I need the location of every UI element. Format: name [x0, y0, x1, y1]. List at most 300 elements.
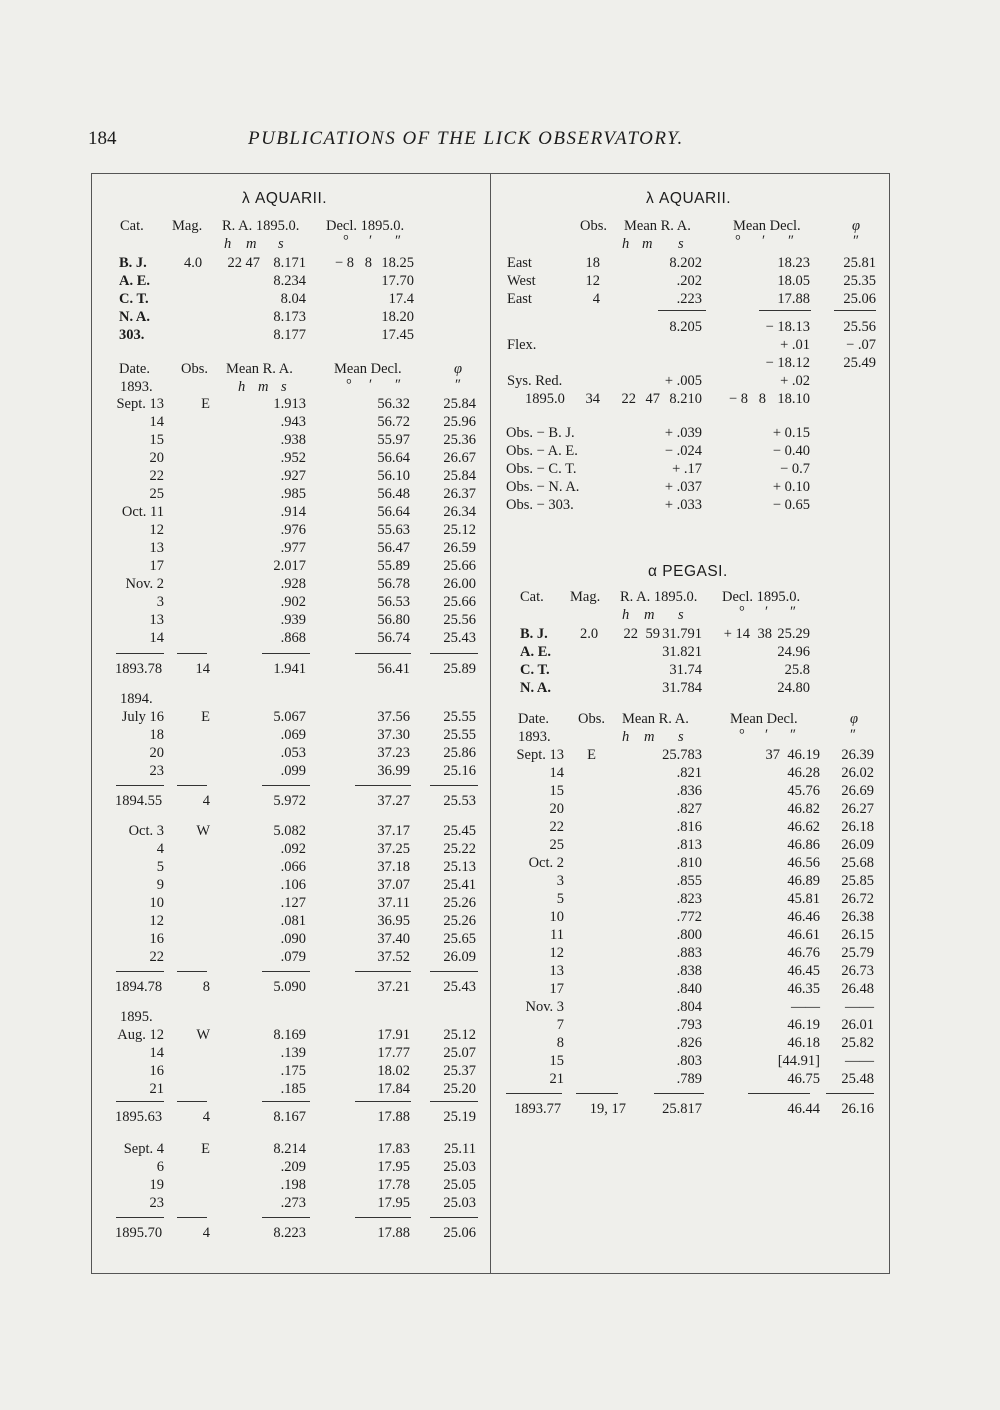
- phi-value: 25.66: [443, 594, 476, 610]
- phi-value: 25.79: [841, 945, 874, 961]
- phi-value: 26.67: [443, 450, 476, 466]
- decl-seconds: 24.80: [777, 680, 810, 696]
- phi-value: 26.09: [841, 837, 874, 853]
- mean-decl: 46.45: [787, 963, 820, 979]
- sum-rule: [658, 310, 706, 311]
- catalogue-name: B. J.: [520, 626, 548, 642]
- sum-rule: [262, 785, 310, 786]
- sum-rule: [262, 1217, 310, 1218]
- obs-date: 14: [549, 765, 564, 781]
- year-label: 1893.: [120, 379, 153, 395]
- obs-date: 19: [149, 1177, 164, 1193]
- unit-arcmin: ′: [765, 727, 769, 743]
- mean-ra: .938: [280, 432, 306, 448]
- mean-ra: .927: [280, 468, 306, 484]
- obs-date: 12: [149, 913, 164, 929]
- unit-h: h: [622, 236, 630, 252]
- obs-date: 7: [556, 1017, 564, 1033]
- decl-minutes: 38: [757, 626, 772, 642]
- mean-ra: .914: [280, 504, 306, 520]
- obs-date: 22: [149, 468, 164, 484]
- obs-date: 10: [149, 895, 164, 911]
- obs-date: 17: [549, 981, 564, 997]
- phi-value: 25.43: [443, 979, 476, 995]
- mean-ra: 8.169: [273, 1027, 306, 1043]
- phi-value: 25.56: [443, 612, 476, 628]
- unit-h: h: [224, 236, 232, 252]
- sys-red-label: Sys. Red.: [507, 373, 563, 389]
- decl-seconds: 17.45: [381, 327, 414, 343]
- mean-decl: 56.64: [377, 450, 410, 466]
- unit-m: m: [258, 379, 269, 395]
- decl-seconds: 25.8: [784, 662, 810, 678]
- mean-decl: 46.19: [787, 1017, 820, 1033]
- date-col-header: Date.: [119, 361, 150, 377]
- obs-date: Oct. 2: [528, 855, 564, 871]
- residual-label: Obs. − C. T.: [506, 461, 577, 477]
- page-header: [88, 128, 908, 156]
- mean-phi: 25.56: [843, 319, 876, 335]
- decl-seconds: 18.25: [381, 255, 414, 271]
- catalogue-name: B. J.: [119, 255, 147, 271]
- obs-date: 16: [149, 931, 164, 947]
- mean-decl: 17.78: [377, 1177, 410, 1193]
- mean-decl: 17.77: [377, 1045, 410, 1061]
- phi-value: 26.39: [841, 747, 874, 763]
- final-dec-m: 8: [758, 391, 766, 407]
- phi-value: 25.68: [841, 855, 874, 871]
- mean-ra: .175: [280, 1063, 306, 1079]
- mean-ra: 1.941: [273, 661, 306, 677]
- mean-ra: .800: [676, 927, 702, 943]
- sum-rule: [355, 971, 411, 972]
- unit-m: m: [642, 236, 653, 252]
- mean-ra: .185: [280, 1081, 306, 1097]
- mean-decl: 37.07: [377, 877, 410, 893]
- mean-ra: .793: [676, 1017, 702, 1033]
- mean-decl: 46.61: [787, 927, 820, 943]
- unit-arcmin: ′: [765, 604, 769, 620]
- mean-ra: 5.067: [273, 709, 306, 725]
- unit-arcsec: ″: [395, 377, 402, 393]
- mean-epoch: 1893.78: [115, 661, 163, 677]
- flex-decl: + .01: [780, 337, 810, 353]
- mean-ra-col-header: Mean R. A.: [624, 218, 691, 234]
- sum-rule: [177, 653, 207, 654]
- phi-value: 25.85: [841, 873, 874, 889]
- sum-rule: [116, 1217, 164, 1218]
- phi-value: 25.12: [443, 522, 476, 538]
- phi-value: 26.37: [443, 486, 476, 502]
- catalogue-name: A. E.: [520, 644, 552, 660]
- obs-date: Nov. 3: [525, 999, 564, 1015]
- mean-epoch: 1893.77: [514, 1101, 562, 1117]
- sys-red-decl: + .02: [780, 373, 810, 389]
- ra-seconds: 31.784: [662, 680, 702, 696]
- cat-col-header: Cat.: [520, 589, 544, 605]
- unit-arcsec: ″: [790, 727, 797, 743]
- obs-date: 3: [556, 873, 564, 889]
- mean-decl: 46.62: [787, 819, 820, 835]
- decl-degrees: 37: [765, 747, 780, 763]
- observer: E: [201, 396, 210, 412]
- phi-value: 25.26: [443, 895, 476, 911]
- mean-epoch: 1895.63: [115, 1109, 163, 1125]
- obs-date: 13: [149, 612, 164, 628]
- ra-seconds: 8.173: [273, 309, 306, 325]
- mean-ra: .836: [676, 783, 702, 799]
- obs-date: 8: [556, 1035, 564, 1051]
- final-obs: 34: [585, 391, 600, 407]
- obs-col-header: Obs.: [578, 711, 605, 727]
- flex-label: Flex.: [507, 337, 537, 353]
- ra-hours: 22: [623, 626, 638, 642]
- mean-decl: − 18.13: [765, 319, 810, 335]
- mean-decl: 37.11: [377, 895, 410, 911]
- mean-decl: 37.23: [377, 745, 410, 761]
- unit-arcsec: ″: [788, 233, 795, 249]
- catalogue-name: 303.: [119, 327, 145, 343]
- mean-decl: 17.88: [777, 291, 810, 307]
- mean-decl: 56.80: [377, 612, 410, 628]
- obs-date: 23: [149, 763, 164, 779]
- sum-rule: [116, 785, 164, 786]
- phi-value: 26.15: [841, 927, 874, 943]
- unit-arcmin: ′: [369, 233, 373, 249]
- sum-rule: [177, 785, 207, 786]
- decl-seconds: 17.4: [388, 291, 414, 307]
- sum-rule: [355, 653, 411, 654]
- phi-value: ——: [845, 999, 874, 1015]
- phi-value: 25.20: [443, 1081, 476, 1097]
- sum-rule: [654, 1093, 704, 1094]
- decl-col-header: Decl. 1895.0.: [326, 218, 405, 234]
- mean-ra: .977: [280, 540, 306, 556]
- obs-date: 15: [149, 432, 164, 448]
- phi-value: 26.59: [443, 540, 476, 556]
- mean-decl: 17.88: [377, 1225, 410, 1241]
- sum-rule: [355, 1217, 411, 1218]
- phi-value: 25.22: [443, 841, 476, 857]
- mean-decl: 46.19: [787, 747, 820, 763]
- mean-ra: .127: [280, 895, 306, 911]
- mean-ra: .273: [280, 1195, 306, 1211]
- obs-date: 13: [149, 540, 164, 556]
- page-number: 184: [88, 128, 117, 149]
- phi-value: 26.09: [443, 949, 476, 965]
- mean-decl: ——: [791, 999, 820, 1015]
- final-dec-d: − 8: [728, 391, 748, 407]
- observer: W: [196, 823, 210, 839]
- mean-decl: 46.46: [787, 909, 820, 925]
- phi-value: 25.05: [443, 1177, 476, 1193]
- mean-decl: 46.35: [787, 981, 820, 997]
- mean-epoch: 1895.70: [115, 1225, 163, 1241]
- obs-date: 12: [549, 945, 564, 961]
- magnitude: 2.0: [580, 626, 599, 642]
- sum-rule: [430, 785, 478, 786]
- obs-date: 21: [149, 1081, 164, 1097]
- phi-value: 25.84: [443, 468, 476, 484]
- observer: 4: [202, 1109, 210, 1125]
- mean-decl: 37.21: [377, 979, 410, 995]
- mean-decl: [44.91]: [777, 1053, 820, 1069]
- magnitude: 4.0: [184, 255, 203, 271]
- phi-value: 25.53: [443, 793, 476, 809]
- mean-ra: .209: [280, 1159, 306, 1175]
- sum-rule: [355, 1101, 411, 1102]
- unit-arcsec: ″: [790, 604, 797, 620]
- mean-decl: 46.76: [787, 945, 820, 961]
- obs-date: Sept. 13: [516, 747, 564, 763]
- mean-ra: 5.082: [273, 823, 306, 839]
- mean-decl: 56.64: [377, 504, 410, 520]
- obs-date: 18: [149, 727, 164, 743]
- mean-ra: 5.972: [273, 793, 306, 809]
- mean-ra: .079: [280, 949, 306, 965]
- decl-seconds: 25.29: [777, 626, 810, 642]
- mean-decl: 18.02: [377, 1063, 410, 1079]
- ra-seconds: 31.821: [662, 644, 702, 660]
- mean-decl: 37.30: [377, 727, 410, 743]
- mean-decl: 45.81: [787, 891, 820, 907]
- mean-ra: .952: [280, 450, 306, 466]
- ra-hours: 22: [227, 255, 242, 271]
- phi-value: 25.06: [443, 1225, 476, 1241]
- mean-ra: 8.205: [669, 319, 702, 335]
- phi-value: 26.72: [841, 891, 874, 907]
- sum-rule: [576, 1093, 618, 1094]
- mean-ra: 5.090: [273, 979, 306, 995]
- mean-decl: 56.10: [377, 468, 410, 484]
- sum-rule: [262, 1101, 310, 1102]
- residual-ra: + .17: [672, 461, 702, 477]
- mean-decl: 46.18: [787, 1035, 820, 1051]
- observer: E: [587, 747, 596, 763]
- catalogue-name: N. A.: [119, 309, 151, 325]
- mean-decl: 37.40: [377, 931, 410, 947]
- observer: W: [196, 1027, 210, 1043]
- final-epoch: 1895.0: [525, 391, 565, 407]
- sum-rule: [355, 785, 411, 786]
- mean-decl: 37.56: [377, 709, 410, 725]
- phi-col-header: φ: [852, 218, 861, 234]
- unit-deg: °: [739, 604, 745, 620]
- mean-ra: .090: [280, 931, 306, 947]
- corrected-decl: − 18.12: [765, 355, 810, 371]
- phi-value: 26.69: [841, 783, 874, 799]
- mean-decl: 46.75: [787, 1071, 820, 1087]
- mean-decl: 46.89: [787, 873, 820, 889]
- phi-value: 25.36: [443, 432, 476, 448]
- obs-date: 25: [149, 486, 164, 502]
- mean-ra: 8.223: [273, 1225, 306, 1241]
- mean-ra: .985: [280, 486, 306, 502]
- sum-rule: [177, 1101, 207, 1102]
- sum-rule: [834, 310, 876, 311]
- mag-col-header: Mag.: [570, 589, 601, 605]
- mean-decl: 46.44: [787, 1101, 820, 1117]
- mean-ra: .223: [676, 291, 702, 307]
- mean-ra: .840: [676, 981, 702, 997]
- decl-minutes: 8: [364, 255, 372, 271]
- final-ra-m: 47: [645, 391, 660, 407]
- residual-label: Obs. − B. J.: [506, 425, 575, 441]
- flex-phi: − .07: [846, 337, 876, 353]
- unit-deg: °: [739, 727, 745, 743]
- obs-date: Oct. 11: [121, 504, 164, 520]
- mean-decl: 17.84: [377, 1081, 410, 1097]
- pegasi-title: α PEGASI.: [648, 563, 728, 580]
- final-ra-s: 8.210: [669, 391, 702, 407]
- mean-decl: 46.82: [787, 801, 820, 817]
- mean-ra: .772: [676, 909, 702, 925]
- phi-value: 25.37: [443, 1063, 476, 1079]
- unit-m: m: [644, 607, 655, 623]
- obs-date: 4: [156, 841, 164, 857]
- catalogue-name: C. T.: [520, 662, 550, 678]
- phi-value: 26.27: [841, 801, 874, 817]
- mean-decl: 36.99: [377, 763, 410, 779]
- mean-decl: 46.28: [787, 765, 820, 781]
- sum-rule: [116, 1101, 164, 1102]
- mean-decl: 56.48: [377, 486, 410, 502]
- phi-value: 25.45: [443, 823, 476, 839]
- phi-value: 26.02: [841, 765, 874, 781]
- obs-date: 22: [549, 819, 564, 835]
- phi-value: 25.89: [443, 661, 476, 677]
- obs-date: Aug. 12: [117, 1027, 164, 1043]
- phi-col-header: φ: [454, 361, 463, 377]
- phi-value: 26.00: [443, 576, 476, 592]
- obs-date: 11: [550, 927, 564, 943]
- unit-phi: ″: [853, 233, 860, 249]
- mean-epoch: 1894.78: [115, 979, 163, 995]
- phi-value: 26.73: [841, 963, 874, 979]
- mean-ra: .826: [676, 1035, 702, 1051]
- ra-col-header: R. A. 1895.0.: [620, 589, 698, 605]
- mean-decl: 37.25: [377, 841, 410, 857]
- phi-value: 25.84: [443, 396, 476, 412]
- mean-decl: 17.91: [377, 1027, 410, 1043]
- catalogue-name: N. A.: [520, 680, 552, 696]
- obs-date: 20: [149, 745, 164, 761]
- observer: 8: [202, 979, 210, 995]
- unit-s: s: [678, 729, 684, 745]
- mean-decl: 37.52: [377, 949, 410, 965]
- right-section-title: λ AQUARII.: [646, 190, 732, 207]
- mean-decl: 37.17: [377, 823, 410, 839]
- unit-m: m: [246, 236, 257, 252]
- obs-date: 20: [549, 801, 564, 817]
- cat-col-header: Cat.: [120, 218, 144, 234]
- unit-s: s: [278, 236, 284, 252]
- decl-degrees: − 8: [334, 255, 354, 271]
- mean-decl: 17.83: [377, 1141, 410, 1157]
- phi-value: 25.26: [443, 913, 476, 929]
- mean-ra: .943: [280, 414, 306, 430]
- sum-rule: [759, 310, 811, 311]
- mean-ra: .939: [280, 612, 306, 628]
- mean-decl: 18.05: [777, 273, 810, 289]
- mean-ra: .838: [676, 963, 702, 979]
- mean-ra: .106: [280, 877, 306, 893]
- obs-date: 14: [149, 414, 164, 430]
- sum-rule: [430, 1101, 478, 1102]
- mean-ra: .053: [280, 745, 306, 761]
- sum-rule: [177, 1217, 207, 1218]
- obs-col-header: Obs.: [181, 361, 208, 377]
- mean-decl: 37.18: [377, 859, 410, 875]
- obs-date: 12: [149, 522, 164, 538]
- mean-decl: 45.76: [787, 783, 820, 799]
- phi-value: 25.11: [443, 1141, 476, 1157]
- date-col-header: Date.: [518, 711, 549, 727]
- phi-value: 25.96: [443, 414, 476, 430]
- catalogue-name: A. E.: [119, 273, 151, 289]
- phi-value: 25.13: [443, 859, 476, 875]
- observer: E: [201, 1141, 210, 1157]
- observer: 4: [202, 1225, 210, 1241]
- year-label: 1893.: [518, 729, 551, 745]
- obs-date: 17: [149, 558, 164, 574]
- sum-rule: [116, 971, 164, 972]
- unit-arcmin: ′: [369, 377, 373, 393]
- phi-value: 25.48: [841, 1071, 874, 1087]
- residual-ra: + .033: [664, 497, 702, 513]
- obs-date: 15: [549, 1053, 564, 1069]
- unit-deg: °: [735, 233, 741, 249]
- obs-date: 10: [549, 909, 564, 925]
- residual-ra: + .039: [664, 425, 702, 441]
- obs-date: July 16: [121, 709, 164, 725]
- mean-decl: 55.63: [377, 522, 410, 538]
- catalogue-name: C. T.: [119, 291, 149, 307]
- obs-date: 13: [549, 963, 564, 979]
- year-label: 1895.: [120, 1009, 153, 1025]
- mean-decl: 56.47: [377, 540, 410, 556]
- obs-date: 6: [156, 1159, 164, 1175]
- sum-rule: [826, 1093, 874, 1094]
- residual-decl: + 0.15: [772, 425, 810, 441]
- mean-ra: .202: [676, 273, 702, 289]
- mean-decl-col-header: Mean Decl.: [730, 711, 798, 727]
- obs-date: 5: [156, 859, 164, 875]
- unit-h: h: [622, 607, 630, 623]
- sum-rule: [116, 653, 164, 654]
- residual-ra: + .037: [664, 479, 702, 495]
- phi-value: 25.03: [443, 1195, 476, 1211]
- obs-date: 16: [149, 1063, 164, 1079]
- obs-date: Nov. 2: [125, 576, 164, 592]
- unit-phi: ″: [455, 377, 462, 393]
- obs-date: 21: [549, 1071, 564, 1087]
- phi-value: 25.07: [443, 1045, 476, 1061]
- obs-date: Sept. 4: [123, 1141, 164, 1157]
- decl-col-header: Decl. 1895.0.: [722, 589, 801, 605]
- mean-decl: 55.89: [377, 558, 410, 574]
- mean-ra: 8.202: [669, 255, 702, 271]
- phi-value: 25.35: [843, 273, 876, 289]
- mean-ra: .855: [676, 873, 702, 889]
- mean-decl-col-header: Mean Decl.: [733, 218, 801, 234]
- mean-decl: 17.95: [377, 1195, 410, 1211]
- ra-col-header: R. A. 1895.0.: [222, 218, 300, 234]
- mean-decl: 56.53: [377, 594, 410, 610]
- residual-label: Obs. − A. E.: [506, 443, 578, 459]
- sum-rule: [430, 971, 478, 972]
- obs-date: 22: [149, 949, 164, 965]
